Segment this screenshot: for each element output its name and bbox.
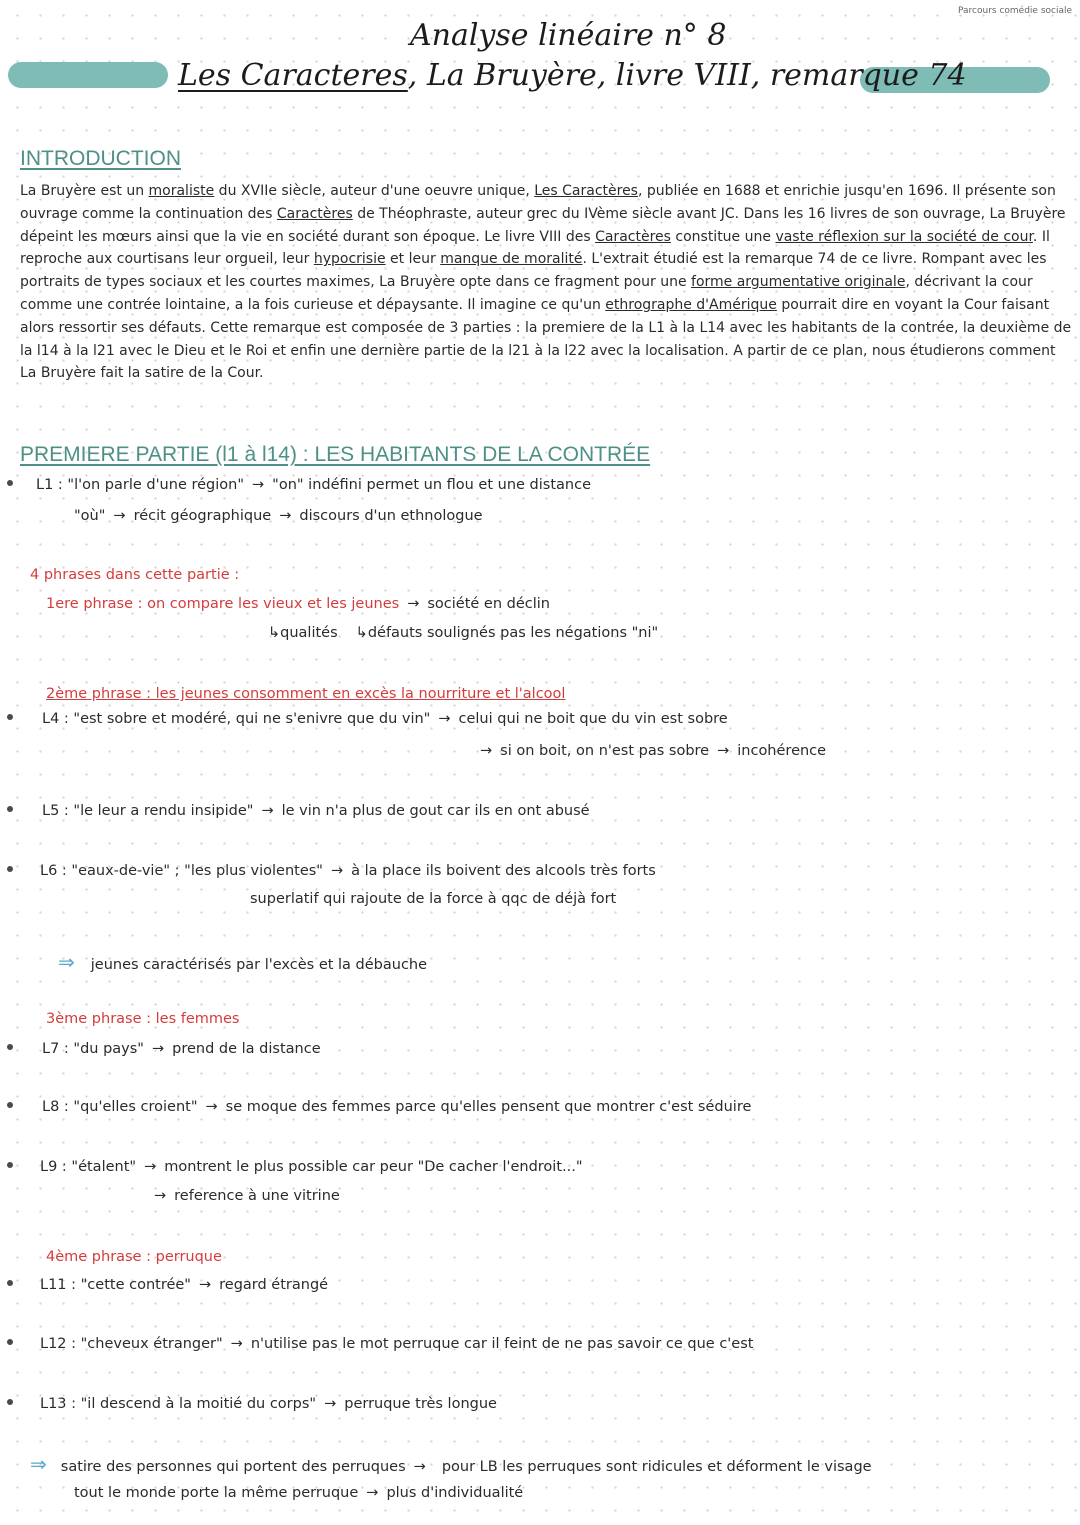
decorative-pill-left xyxy=(8,62,168,88)
bullet-icon xyxy=(7,480,13,486)
arrow-right-icon: → xyxy=(113,508,126,524)
arrow-right-icon: → xyxy=(144,1159,157,1175)
l4-row: L4 : "est sobre et modéré, qui ne s'enivre que du vin" → celui qui ne boit que du vin est sobre xyxy=(42,711,728,727)
arrow-right-icon: → xyxy=(154,1188,167,1204)
double-arrow-icon: ⇒ xyxy=(58,950,75,974)
l9-row2: → reference à une vitrine xyxy=(154,1188,340,1204)
arrow-right-icon: → xyxy=(205,1099,218,1115)
arrow-right-icon: → xyxy=(438,711,451,727)
arrow-right-icon: → xyxy=(330,863,344,879)
arrow-right-icon: → xyxy=(230,1336,243,1352)
subtitle-rest: , La Bruyère, livre VIII, remarque 74 xyxy=(407,58,967,93)
conclusion1-row: ⇒ jeunes caractérisés par l'excès et la débauche xyxy=(58,950,428,974)
l5-row: L5 : "le leur a rendu insipide" → le vin n'a plus de gout car ils en ont abusé xyxy=(42,803,590,819)
arrow-right-icon: → xyxy=(407,596,420,612)
arrow-right-icon: → xyxy=(252,477,265,493)
bullet-icon xyxy=(7,1280,13,1286)
bullet-icon xyxy=(7,1044,13,1050)
arrow-right-icon: → xyxy=(717,743,730,759)
double-arrow-icon: ⇒ xyxy=(30,1452,47,1476)
introduction-heading: INTRODUCTION xyxy=(20,147,181,170)
bullet-icon xyxy=(7,1399,13,1405)
corner-arrow-icon: ↳ xyxy=(268,625,281,641)
sentence1-detail: ↳qualités ↳défauts soulignés pas les négations "ni" xyxy=(268,625,659,641)
arrow-right-icon: → xyxy=(366,1485,379,1501)
sentence1-title: 1ere phrase : on compare les vieux et les jeunes xyxy=(46,596,400,612)
bullet-icon xyxy=(7,866,13,872)
l6-row: L6 : "eaux-de-vie" ; "les plus violentes" → à la place ils boivent des alcools très forts xyxy=(40,863,656,879)
sentence4-title: 4ème phrase : perruque xyxy=(46,1249,222,1265)
arrow-right-icon: → xyxy=(413,1459,426,1475)
arrow-right-icon: → xyxy=(480,743,493,759)
sentence3-title: 3ème phrase : les femmes xyxy=(46,1011,240,1027)
ou-row: "où" → récit géographique → discours d'un ethnologue xyxy=(74,508,483,524)
sentence2-title: 2ème phrase : les jeunes consomment en excès la nourriture et l'alcool xyxy=(46,686,566,702)
l13-row: L13 : "il descend à la moitié du corps" → perruque très longue xyxy=(40,1396,497,1412)
l12-row: L12 : "cheveux étranger" → n'utilise pas le mot perruque car il feint de ne pas savoir ce que c'est xyxy=(40,1336,754,1352)
bullet-icon xyxy=(7,714,13,720)
bullet-icon xyxy=(7,1162,13,1168)
bullet-icon xyxy=(7,1339,13,1345)
l7-row: L7 : "du pays" → prend de la distance xyxy=(42,1041,321,1057)
l9-row: L9 : "étalent" → montrent le plus possible car peur "De cacher l'endroit..." xyxy=(40,1159,583,1175)
bullet-icon xyxy=(7,806,13,812)
sentence1-row: 1ere phrase : on compare les vieux et les jeunes → société en déclin xyxy=(46,596,550,612)
corner-arrow-icon: ↳ xyxy=(355,625,368,641)
arrow-right-icon: → xyxy=(151,1041,165,1057)
conclusion2-row2: tout le monde porte la même perruque → plus d'individualité xyxy=(74,1485,524,1501)
l4-row2: → si on boit, on n'est pas sobre → incohérence xyxy=(480,743,827,759)
conclusion2-row: ⇒ satire des personnes qui portent des perruques → pour LB les perruques sont ridicules et déforment le visage xyxy=(30,1452,872,1476)
book-title: Les Caracteres xyxy=(178,58,408,93)
bullet-icon xyxy=(7,1102,13,1108)
course-label: Parcours comédie sociale xyxy=(958,6,1073,16)
arrow-right-icon: → xyxy=(261,803,274,819)
l6-note2: superlatif qui rajoute de la force à qqc de déjà fort xyxy=(250,891,617,907)
l11-row: L11 : "cette contrée" → regard étrangé xyxy=(40,1277,329,1293)
introduction-paragraph: La Bruyère est un moraliste du XVIIe siècle, auteur d'une oeuvre unique, Les Caractères, publiée en 1688 et enrichie jusqu'en 1696. Il présente son ouvrage comme la continuation des Caractères de Théophraste, auteur grec du IVème siècle avant JC. Dans les 16 livres de son ouvrage, La Bruyère dépeint les mœurs ainsi que la vie en société durant son époque. Le livre VIII des Caractères constitue une vaste réflexion sur la société de cour. Il reproche aux courtisans leur orgueil, leur hypocrisie et leur manque de moralité. L'extrait étudié est la remarque 74 de ce livre. Rompant avec les portraits de types sociaux et les courtes maximes, La Bruyère opte dans ce fragment pour une forme argumentative originale, décrivant la cour comme une contrée lointaine, a la fois curieuse et dépaysante. Il imagine ce qu'un ethrographe d'Amérique pourrait dire en voyant la Cour faisant alors ressortir ses défauts. Cette remarque est composée de 3 parties : la premiere de la L1 à la L14 avec les habitants de la contrée, la deuxième de la l14 à la l21 avec le Dieu et le Roi et enfin une dernière partie de la l21 à la l22 avec la localisation. A partir de ce plan, nous étudierons comment La Bruyère fait la satire de la Cour. xyxy=(20,183,1072,382)
l8-row: L8 : "qu'elles croient" → se moque des femmes parce qu'elles pensent que montrer c'est séduire xyxy=(42,1099,752,1115)
l1-row: L1 : "l'on parle d'une région" → "on" indéfini permet un flou et une distance xyxy=(36,477,592,493)
page-title: Analyse linéaire n° 8 xyxy=(410,18,727,53)
arrow-right-icon: → xyxy=(279,508,292,524)
arrow-right-icon: → xyxy=(324,1396,337,1412)
four-sentences-label: 4 phrases dans cette partie : xyxy=(30,567,240,583)
page-subtitle xyxy=(178,58,967,93)
arrow-right-icon: → xyxy=(198,1277,212,1293)
part1-heading: PREMIERE PARTIE (l1 à l14) : LES HABITANTS DE LA CONTRÉE xyxy=(20,443,651,466)
